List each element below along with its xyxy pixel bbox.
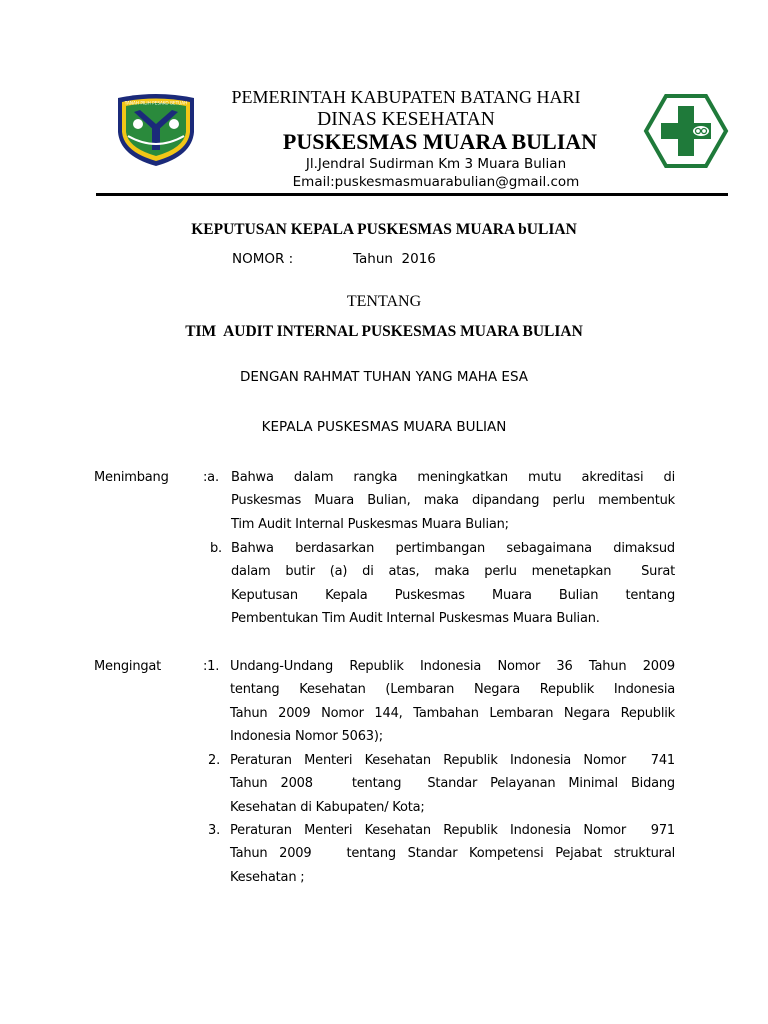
text-line: Keputusan Kepala Puskesmas Muara Bulian tentang [231, 587, 675, 603]
letterhead-email: Email:puskesmasmuarabulian@gmail.com [292, 174, 580, 190]
mengingat-marker-1: :1. [203, 659, 220, 674]
mengingat-item-3 [230, 819, 675, 889]
letterhead-institution: PUSKESMAS MUARA BULIAN [282, 129, 598, 154]
decree-title: KEPUTUSAN KEPALA PUSKESMAS MUARA bULIAN [191, 221, 577, 238]
text-line: Tim Audit Internal Puskesmas Muara Bulian; [231, 516, 509, 532]
mengingat-marker-3: 3. [208, 823, 221, 838]
menimbang-marker-a: :a. [203, 470, 219, 485]
text-line: Pembentukan Tim Audit Internal Puskesmas Muara Bulian. [231, 610, 600, 626]
puskesmas-logo [642, 92, 730, 170]
district-seal-logo [114, 92, 198, 168]
decree-subject: TIM AUDIT INTERNAL PUSKESMAS MUARA BULIAN [185, 323, 583, 340]
decree-tentang: TENTANG [346, 293, 422, 310]
text-line: Undang-Undang Republik Indonesia Nomor 36 Tahun 2009 [230, 659, 675, 674]
decree-invocation: DENGAN RAHMAT TUHAN YANG MAHA ESA [239, 369, 529, 385]
svg-text:TANAH PILIH PESAKO BETUAH: TANAH PILIH PESAKO BETUAH [124, 100, 188, 106]
text-line: dalam butir (a) di atas, maka perlu menetapkan Surat [231, 564, 675, 580]
decree-nomor-label: NOMOR : [232, 251, 294, 267]
menimbang-item-b [231, 537, 675, 630]
text-line: Indonesia Nomor 5063); [230, 728, 383, 744]
text-line: Bahwa dalam rangka meningkatkan mutu akreditasi di [231, 470, 675, 485]
letterhead-department: DINAS KESEHATAN [317, 109, 495, 130]
mengingat-label: Mengingat [94, 659, 162, 674]
mengingat-item-1 [230, 655, 675, 748]
decree-authority: KEPALA PUSKESMAS MUARA BULIAN [261, 419, 507, 435]
menimbang-item-a [231, 466, 675, 536]
text-line: Peraturan Menteri Kesehatan Republik Indonesia Nomor 741 [230, 753, 675, 768]
letterhead-divider [96, 193, 728, 196]
text-line: Tahun 2009 tentang Standar Kompetensi Pejabat struktural [230, 846, 675, 862]
text-line: Bahwa berdasarkan pertimbangan sebagaimana dimaksud [231, 541, 675, 556]
text-line: Peraturan Menteri Kesehatan Republik Indonesia Nomor 971 [230, 823, 675, 838]
decree-year: Tahun 2016 [353, 251, 436, 267]
text-line: Tahun 2008 tentang Standar Pelayanan Minimal Bidang [230, 776, 675, 792]
text-line: Kesehatan ; [230, 869, 305, 885]
menimbang-marker-b: b. [210, 541, 222, 556]
mengingat-marker-2: 2. [208, 753, 221, 768]
letterhead-address: Jl.Jendral Sudirman Km 3 Muara Bulian [305, 156, 567, 172]
text-line: Tahun 2009 Nomor 144, Tambahan Lembaran Negara Republik [230, 705, 675, 721]
menimbang-label: Menimbang [94, 470, 169, 485]
text-line: Kesehatan di Kabupaten/ Kota; [230, 799, 425, 815]
letterhead-government: PEMERINTAH KABUPATEN BATANG HARI [231, 87, 581, 107]
text-line: tentang Kesehatan (Lembaran Negara Republik Indonesia [230, 682, 675, 698]
mengingat-item-2 [230, 749, 675, 819]
text-line: Puskesmas Muara Bulian, maka dipandang perlu membentuk [231, 493, 675, 509]
